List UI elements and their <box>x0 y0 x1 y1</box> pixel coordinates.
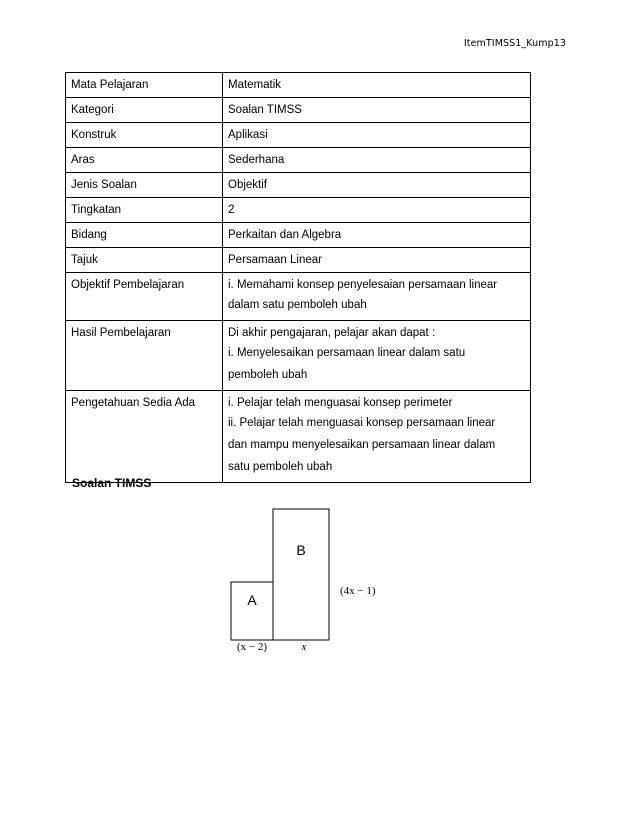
row-value: Sederhana <box>223 148 531 173</box>
row-value: Aplikasi <box>223 123 531 148</box>
table-row <box>66 223 531 248</box>
table-row <box>66 123 531 148</box>
row-value: Di akhir pengajaran, pelajar akan dapat : i. Menyelesaikan persamaan linear dalam satu pemboleh ubah <box>223 321 531 391</box>
width-b-expression: x <box>301 641 307 653</box>
row-value: Persamaan Linear <box>223 248 531 273</box>
table-row <box>66 98 531 123</box>
table-row <box>66 173 531 198</box>
rectangles-figure <box>220 500 420 660</box>
row-value: Objektif <box>223 173 531 198</box>
item-info-table <box>65 72 531 483</box>
table-row <box>66 321 531 391</box>
row-key: Kategori <box>66 98 223 123</box>
row-key: Pengetahuan Sedia Ada <box>66 391 223 483</box>
rectangle-a <box>231 582 273 640</box>
label-a: A <box>247 592 257 608</box>
row-key: Bidang <box>66 223 223 248</box>
row-value: i. Pelajar telah menguasai konsep perimeter ii. Pelajar telah menguasai konsep persamaan linear dan mampu menyelesaikan persamaan linear dalam satu pemboleh ubah <box>223 391 531 483</box>
row-value: i. Memahami konsep penyelesaian persamaan linear dalam satu pemboleh ubah <box>223 273 531 321</box>
document-code: ItemTIMSS1_Kump13 <box>463 38 566 49</box>
width-a-expression: (x − 2) <box>236 641 268 653</box>
row-key: Konstruk <box>66 123 223 148</box>
row-key: Objektif Pembelajaran <box>66 273 223 321</box>
row-value: 2 <box>223 198 531 223</box>
table-row <box>66 148 531 173</box>
table-row <box>66 391 531 483</box>
row-key: Tajuk <box>66 248 223 273</box>
table-row <box>66 73 531 98</box>
table-row <box>66 273 531 321</box>
row-key: Jenis Soalan <box>66 173 223 198</box>
row-key: Tingkatan <box>66 198 223 223</box>
row-value: Soalan TIMSS <box>223 98 531 123</box>
row-key: Hasil Pembelajaran <box>66 321 223 391</box>
row-value: Perkaitan dan Algebra <box>223 223 531 248</box>
section-title: Soalan TIMSS <box>72 476 152 490</box>
label-b: B <box>296 542 306 558</box>
row-key: Mata Pelajaran <box>66 73 223 98</box>
height-expression: (4x − 1) <box>340 585 376 597</box>
rectangle-b <box>273 509 329 640</box>
table-row <box>66 198 531 223</box>
row-key: Aras <box>66 148 223 173</box>
table-row <box>66 248 531 273</box>
row-value: Matematik <box>223 73 531 98</box>
